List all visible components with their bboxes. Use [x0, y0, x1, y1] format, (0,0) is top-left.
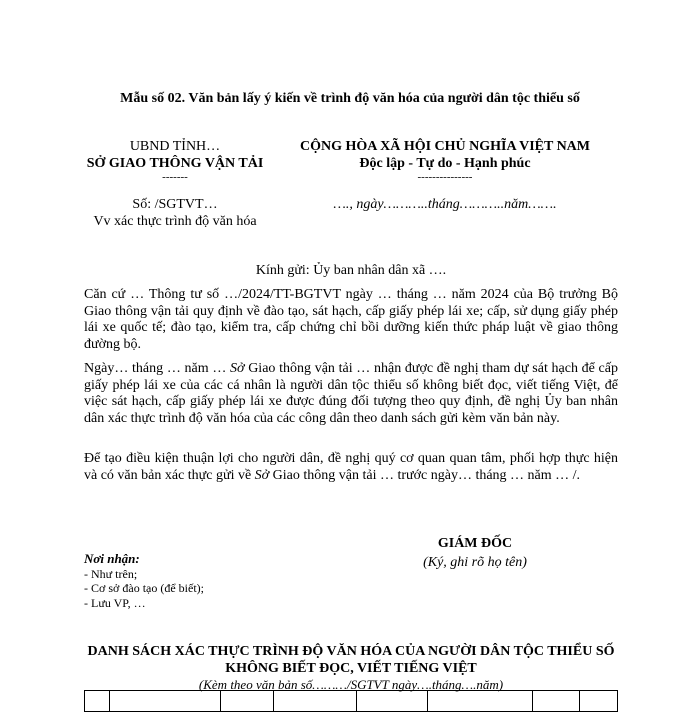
- document-number: Số: /SGTVT…: [132, 197, 218, 212]
- signature-block: [405, 534, 545, 572]
- p3-part-b: Sở: [254, 467, 270, 483]
- paragraph-request: [84, 361, 618, 427]
- table-cell: [533, 691, 580, 712]
- recipient-item: - Như trên;: [84, 566, 138, 581]
- p2-part-c: Giao thông vận tải … nhận được đề nghị tham dự sát hạch để cấp giấy phép lái xe của các cá nhân là người dân tộc thiểu số không biết đọc, viết tiếng Việt, để việc sát hạch, cấp giấy phép lái xe được đúng đối tượng theo quy định, đề nghị Ủy ban nhân dân xác thực trình độ văn hóa của các công dân theo danh sách gửi kèm văn bản này.: [84, 361, 618, 426]
- list-title: DANH SÁCH XÁC THỰC TRÌNH ĐỘ VĂN HÓA CỦA NGƯỜI DÂN TỘC THIỂU SỐ KHÔNG BIẾT ĐỌC, VIẾT TIẾNG VIỆT: [87, 644, 615, 676]
- issuer-province: UBND TỈNH…: [129, 139, 221, 154]
- p3-part-a: Để tạo điều kiện thuận lợi cho người dân, đề nghị quý cơ quan quan tâm, phối hợp thực hiện và có văn bản xác thực gửi về: [84, 451, 618, 483]
- list-table: [84, 690, 618, 712]
- recipients-label: Nơi nhận:: [84, 551, 140, 566]
- recipients-block: [84, 552, 204, 610]
- signature-note: (Ký, ghi rõ họ tên): [423, 555, 527, 570]
- document-subject: Vv xác thực trình độ văn hóa: [93, 214, 257, 229]
- table-cell: [274, 691, 357, 712]
- recipient-item: - Lưu VP, …: [84, 595, 146, 610]
- issuer-header: [60, 138, 290, 230]
- national-header: [280, 138, 610, 213]
- recipient-item: - Cơ sở đào tạo (để biết);: [84, 581, 204, 595]
- paragraph-legal-basis: Căn cứ … Thông tư số …/2024/TT-BGTVT ngày … tháng … năm 2024 của Bộ trưởng Bộ Giao thông vận tải quy định về đào tạo, sát hạch, cấp giấy phép lái xe; cấp, sử dụng giấy phép lái xe quốc tế; đào tạo, kiểm tra, cấp chứng chỉ bồi dưỡng kiến thức pháp luật về giao thông đường bộ.: [84, 287, 618, 352]
- issuer-rule: -------: [162, 171, 188, 183]
- signer-title: GIÁM ĐỐC: [437, 536, 513, 551]
- table-row: [85, 691, 618, 712]
- p3-part-c: Giao thông vận tải … trước ngày… tháng … năm … /.: [269, 467, 581, 483]
- list-subtitle: (Kèm theo văn bản số………/SGTVT ngày….tháng….năm): [198, 677, 504, 692]
- table-cell: [85, 691, 110, 712]
- issuer-department: SỞ GIAO THÔNG VẬN TẢI: [86, 156, 264, 171]
- table-cell: [428, 691, 533, 712]
- table-cell: [110, 691, 221, 712]
- form-title: Mẫu số 02. Văn bản lấy ý kiến về trình độ văn hóa của người dân tộc thiểu số: [120, 91, 580, 106]
- national-name: CỘNG HÒA XÃ HỘI CHỦ NGHĨA VIỆT NAM: [299, 139, 590, 154]
- table-cell: [357, 691, 428, 712]
- national-motto: Độc lập - Tự do - Hạnh phúc: [359, 156, 531, 171]
- table-cell: [221, 691, 274, 712]
- national-rule: ---------------: [417, 171, 473, 183]
- p2-part-b: Sở: [230, 361, 245, 376]
- paragraph-closing: [84, 451, 618, 484]
- p2-part-a: Ngày… tháng … năm …: [84, 361, 231, 376]
- salutation: Kính gửi: Ủy ban nhân dân xã ….: [255, 263, 447, 278]
- table-cell: [580, 691, 618, 712]
- document-date: …., ngày………..tháng………..năm…….: [333, 197, 557, 212]
